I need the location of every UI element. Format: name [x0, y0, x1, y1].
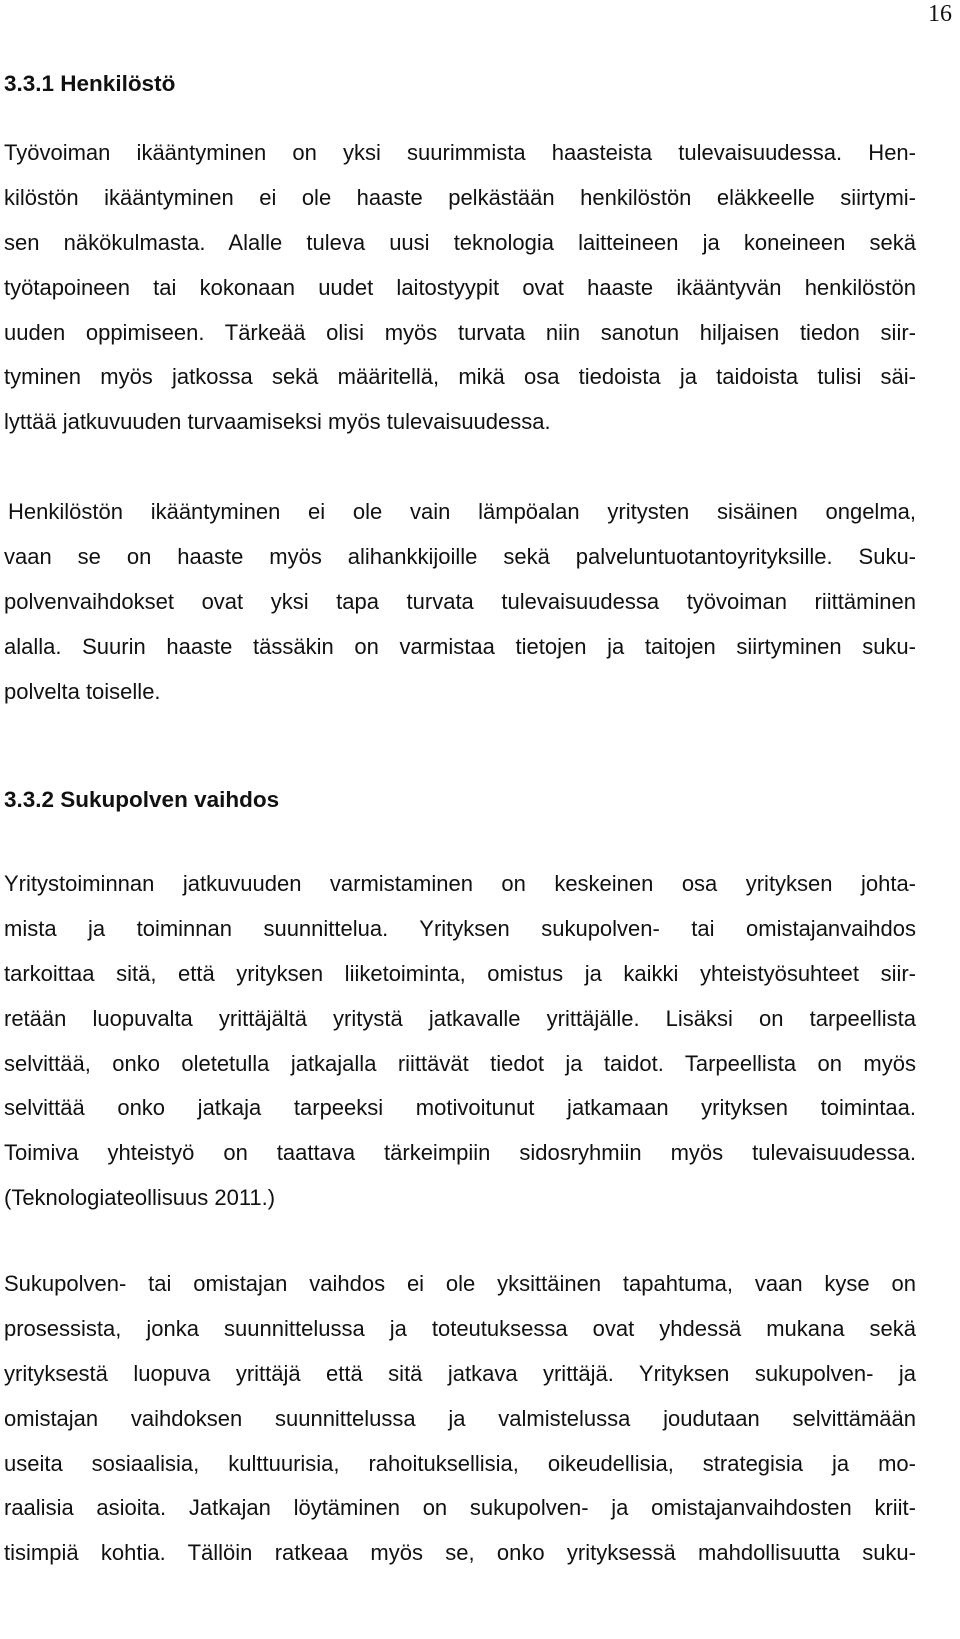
text-line: tarkoittaa sitä, että yrityksen liiketoiminta, omistus ja kaikki yhteistyösuhteet siir- [4, 960, 916, 986]
paragraph-henkilosto-2 [4, 490, 916, 714]
text-line: mista ja toiminnan suunnittelua. Yrityksen sukupolven- tai omistajanvaihdos [4, 915, 916, 941]
paragraph-sukupolven-vaihdos-2 [4, 1262, 916, 1576]
text-line: tisimpiä kohtia. Tällöin ratkeaa myös se, onko yrityksessä mahdollisuutta suku- [4, 1540, 916, 1566]
paragraph-sukupolven-vaihdos-1 [4, 862, 916, 1221]
text-line: Sukupolven- tai omistajan vaihdos ei ole yksittäinen tapahtuma, vaan kyse on [4, 1271, 916, 1296]
text-line: omistajan vaihdoksen suunnittelussa ja valmistelussa joudutaan selvittämään [4, 1405, 916, 1431]
text-line: polvenvaihdokset ovat yksi tapa turvata tulevaisuudessa työvoiman riittäminen [4, 588, 916, 614]
text-line: alalla. Suurin haaste tässäkin on varmistaa tietojen ja taitojen siirtyminen suku- [4, 633, 916, 659]
page-number: 16 [928, 1, 952, 27]
text-line: retään luopuvalta yrittäjältä yritystä jatkavalle yrittäjälle. Lisäksi on tarpeellista [4, 1005, 916, 1031]
text-line: selvittää, onko oletetulla jatkajalla riittävät tiedot ja taidot. Tarpeellista on myös [4, 1050, 916, 1076]
text-line: prosessista, jonka suunnittelussa ja toteutuksessa ovat yhdessä mukana sekä [4, 1315, 916, 1341]
text-line: lyttää jatkuvuuden turvaamiseksi myös tulevaisuudessa. [4, 409, 551, 435]
text-line: Yritystoiminnan jatkuvuuden varmistaminen on keskeinen osa yrityksen johta- [4, 871, 916, 896]
text-line: useita sosiaalisia, kulttuurisia, rahoituksellisia, oikeudellisia, strategisia ja mo- [4, 1450, 916, 1476]
text-line: uuden oppimiseen. Tärkeää olisi myös turvata niin sanotun hiljaisen tiedon siir- [4, 319, 916, 345]
text-line: Työvoiman ikääntyminen on yksi suurimmista haasteista tulevaisuudessa. Hen- [4, 140, 916, 165]
text-line: tyminen myös jatkossa sekä määritellä, mikä osa tiedoista ja taidoista tulisi säi- [4, 364, 916, 390]
section-heading-henkilosto: 3.3.1 Henkilöstö [4, 71, 176, 96]
text-line: selvittää onko jatkaja tarpeeksi motivoitunut jatkamaan yrityksen toimintaa. [4, 1095, 916, 1121]
text-line: raalisia asioita. Jatkajan löytäminen on sukupolven- ja omistajanvaihdosten kriit- [4, 1495, 916, 1521]
text-line: (Teknologiateollisuus 2011.) [4, 1185, 276, 1211]
text-line: yrityksestä luopuva yrittäjä että sitä jatkava yrittäjä. Yrityksen sukupolven- ja [4, 1360, 916, 1386]
text-line: työtapoineen tai kokonaan uudet laitostyypit ovat haaste ikääntyvän henkilöstön [4, 274, 916, 300]
text-line: polvelta toiselle. [4, 678, 161, 704]
paragraph-henkilosto-1 [4, 131, 916, 445]
text-line: kilöstön ikääntyminen ei ole haaste pelkästään henkilöstön eläkkeelle siirtymi- [4, 184, 916, 210]
text-line: Toimiva yhteistyö on taattava tärkeimpiin sidosryhmiin myös tulevaisuudessa. [4, 1140, 916, 1166]
text-line: Henkilöstön ikääntyminen ei ole vain lämpöalan yritysten sisäinen ongelma, [8, 499, 916, 524]
section-heading-sukupolven-vaihdos: 3.3.2 Sukupolven vaihdos [4, 787, 280, 812]
text-line: vaan se on haaste myös alihankkijoille sekä palveluntuotantoyrityksille. Suku- [4, 543, 916, 569]
text-line: sen näkökulmasta. Alalle tuleva uusi teknologia laitteineen ja koneineen sekä [4, 229, 916, 255]
